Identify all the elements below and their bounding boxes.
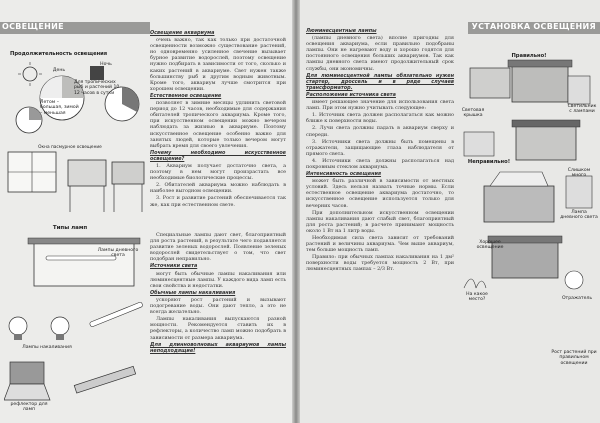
right-text-column-a: Люминесцентные лампы (лампы дневного света) вполне пригодны для освещения аквариума, если правильно подобраны лампы. Они не нагревают воду и хорошо годятся для постоянного освещения больших аквариумов. Так как лампы дневного света имеют продолжительный срок службы, они экономичны. Для люминесцентной лампы обязательно нужен стартер, дроссель и в ряде случаев трансформатор. Расположение источника света имеет решающее значение для использования света ламп. При этом нужно учитывать следующее: 1. Источник света должен располагаться как можно ближе к поверхности воды. 2. Лучи света должны падать в аквариум сверху и спереди. 3. Источники света должны быть помещены в отражатели, защищающие глаза наблюдателя от прямого света. 4. Источники света должны располагаться над покровным стеклом аквариума. Интенсивность освещения может быть различной в зависимости от местных условий. Здесь нельзя назвать точные нормы. Если естественное освещение аквариума достаточно, то искусственное освещение используется только для вечерних часов. При дополнительном искусственном освещении лампы накаливания дают слабый свет, благоприятный для роста растений; в расчете принимают мощность около 1 Вт на 1 литр воды. Необходимая сила света зависит от требований растений и величины аквариума. Чем выше аквариум, тем больше мощность ламп. Правило: при обычных лампах накаливания на 1 дм² поверхности воды требуется мощность 2 Вт, при люминесцентных лампах – 2/3 Вт.	[306, 28, 454, 273]
day-night-diagram	[4, 58, 148, 138]
label-fluorescent: Лампы дневного света	[97, 248, 139, 259]
label-winter-summer: Летом – большая, зимой – меньшая	[40, 100, 79, 116]
label-good-light: Хорошее освещение	[476, 240, 504, 251]
label-reflectors: Отражатель	[561, 296, 593, 301]
label-too-much: Слишком много	[567, 168, 591, 179]
right-page	[300, 0, 600, 423]
label-lighting-12h: Для тропических рыб и растений 10–12 часов в сутки	[74, 80, 122, 96]
label-right: Правильно!	[511, 53, 547, 59]
label-plant-growth: Рост растений при правильном освещении	[551, 350, 597, 366]
book-gutter	[292, 0, 300, 423]
label-day: День	[52, 68, 66, 73]
right-section-header: УСТАНОВКА ОСВЕЩЕНИЯ	[468, 22, 600, 34]
label-window-aquaria: Окна пасмурное освещение	[38, 145, 102, 150]
lamp-types-illustration	[4, 234, 150, 414]
left-text-column-b: Специальные лампы дают свет, благоприятный для роста растений, в результате чего подавляется развитие зеленых водорослей. Появление зеленых водорослей свидетельствует о том, что свет подобран неправильно. Источники света могут быть обычные лампы накаливания или люминесцентные лампы. У каждого вида ламп есть свои свойства и недостатки. Обычные лампы накаливания ускоряют рост растений и вызывают подогревание воды. Они дают тепло, а это не всегда желательно. Лампы накаливания выпускаются разной мощности. Рекомендуется ставить их в рефлекторы, а количество ламп можно подобрать в зависимости от размера аквариума. Для длинноволновых аквариумов лампы неподходящие!	[150, 232, 286, 354]
label-wrong: Неправильно!	[467, 159, 511, 165]
duration-diagram-title: Продолжительность освещения	[10, 51, 108, 57]
left-page	[0, 0, 292, 423]
label-light-cover: Световая крышка	[461, 108, 485, 119]
label-which-choice: На какое место?	[466, 292, 488, 303]
window-aquaria-illustration	[4, 150, 150, 220]
label-incandescent: Лампы накаливания	[22, 345, 72, 350]
label-night: Ночь	[100, 62, 112, 67]
label-light-fixture: Светильник с лампами	[567, 104, 597, 115]
label-fluorescent-lamp: Лампа дневного света	[560, 210, 598, 221]
left-text-column-a: Освещение аквариума очень важно, так как только при достаточной освещенности возможно существование растений, но одновременно усиленное свечение вызывает бурное развитие водорослей, поэтому освещение нужно подбирать в зависимости от того, сколько и каких растений в аквариуме. Свет нужен также большинству рыб и другим водным животным. Кроме того, аквариум лучше смотрится при хорошем освещении. Естественное освещение позволяет в зимние месяцы удлинить световой период до 12 часов, необходимые для содержания обитателей тропического аквариума. Кроме того, при искусственном освещении можно вечером наблюдать за жизнью в аквариуме. Поэтому искусственное освещение особенно важно для занятых людей, которые только вечером могут выбрать время для своего увлечения. Почему необходимо искусственное освещение? 1. Аквариум получает достаточно света, а поэтому в нем могут произрастать все необходимые биологические процессы. 2. Обитателей аквариума можно наблюдать в наиболее выгодном освещении. 3. Рост и развитие растений обеспечивается так же, как при естественном свете.	[150, 30, 286, 208]
label-reflector: рефлектор для ламп	[10, 402, 48, 413]
lamp-types-title: Типы ламп	[52, 225, 88, 231]
left-section-header: ОСВЕЩЕНИЕ	[0, 22, 150, 34]
